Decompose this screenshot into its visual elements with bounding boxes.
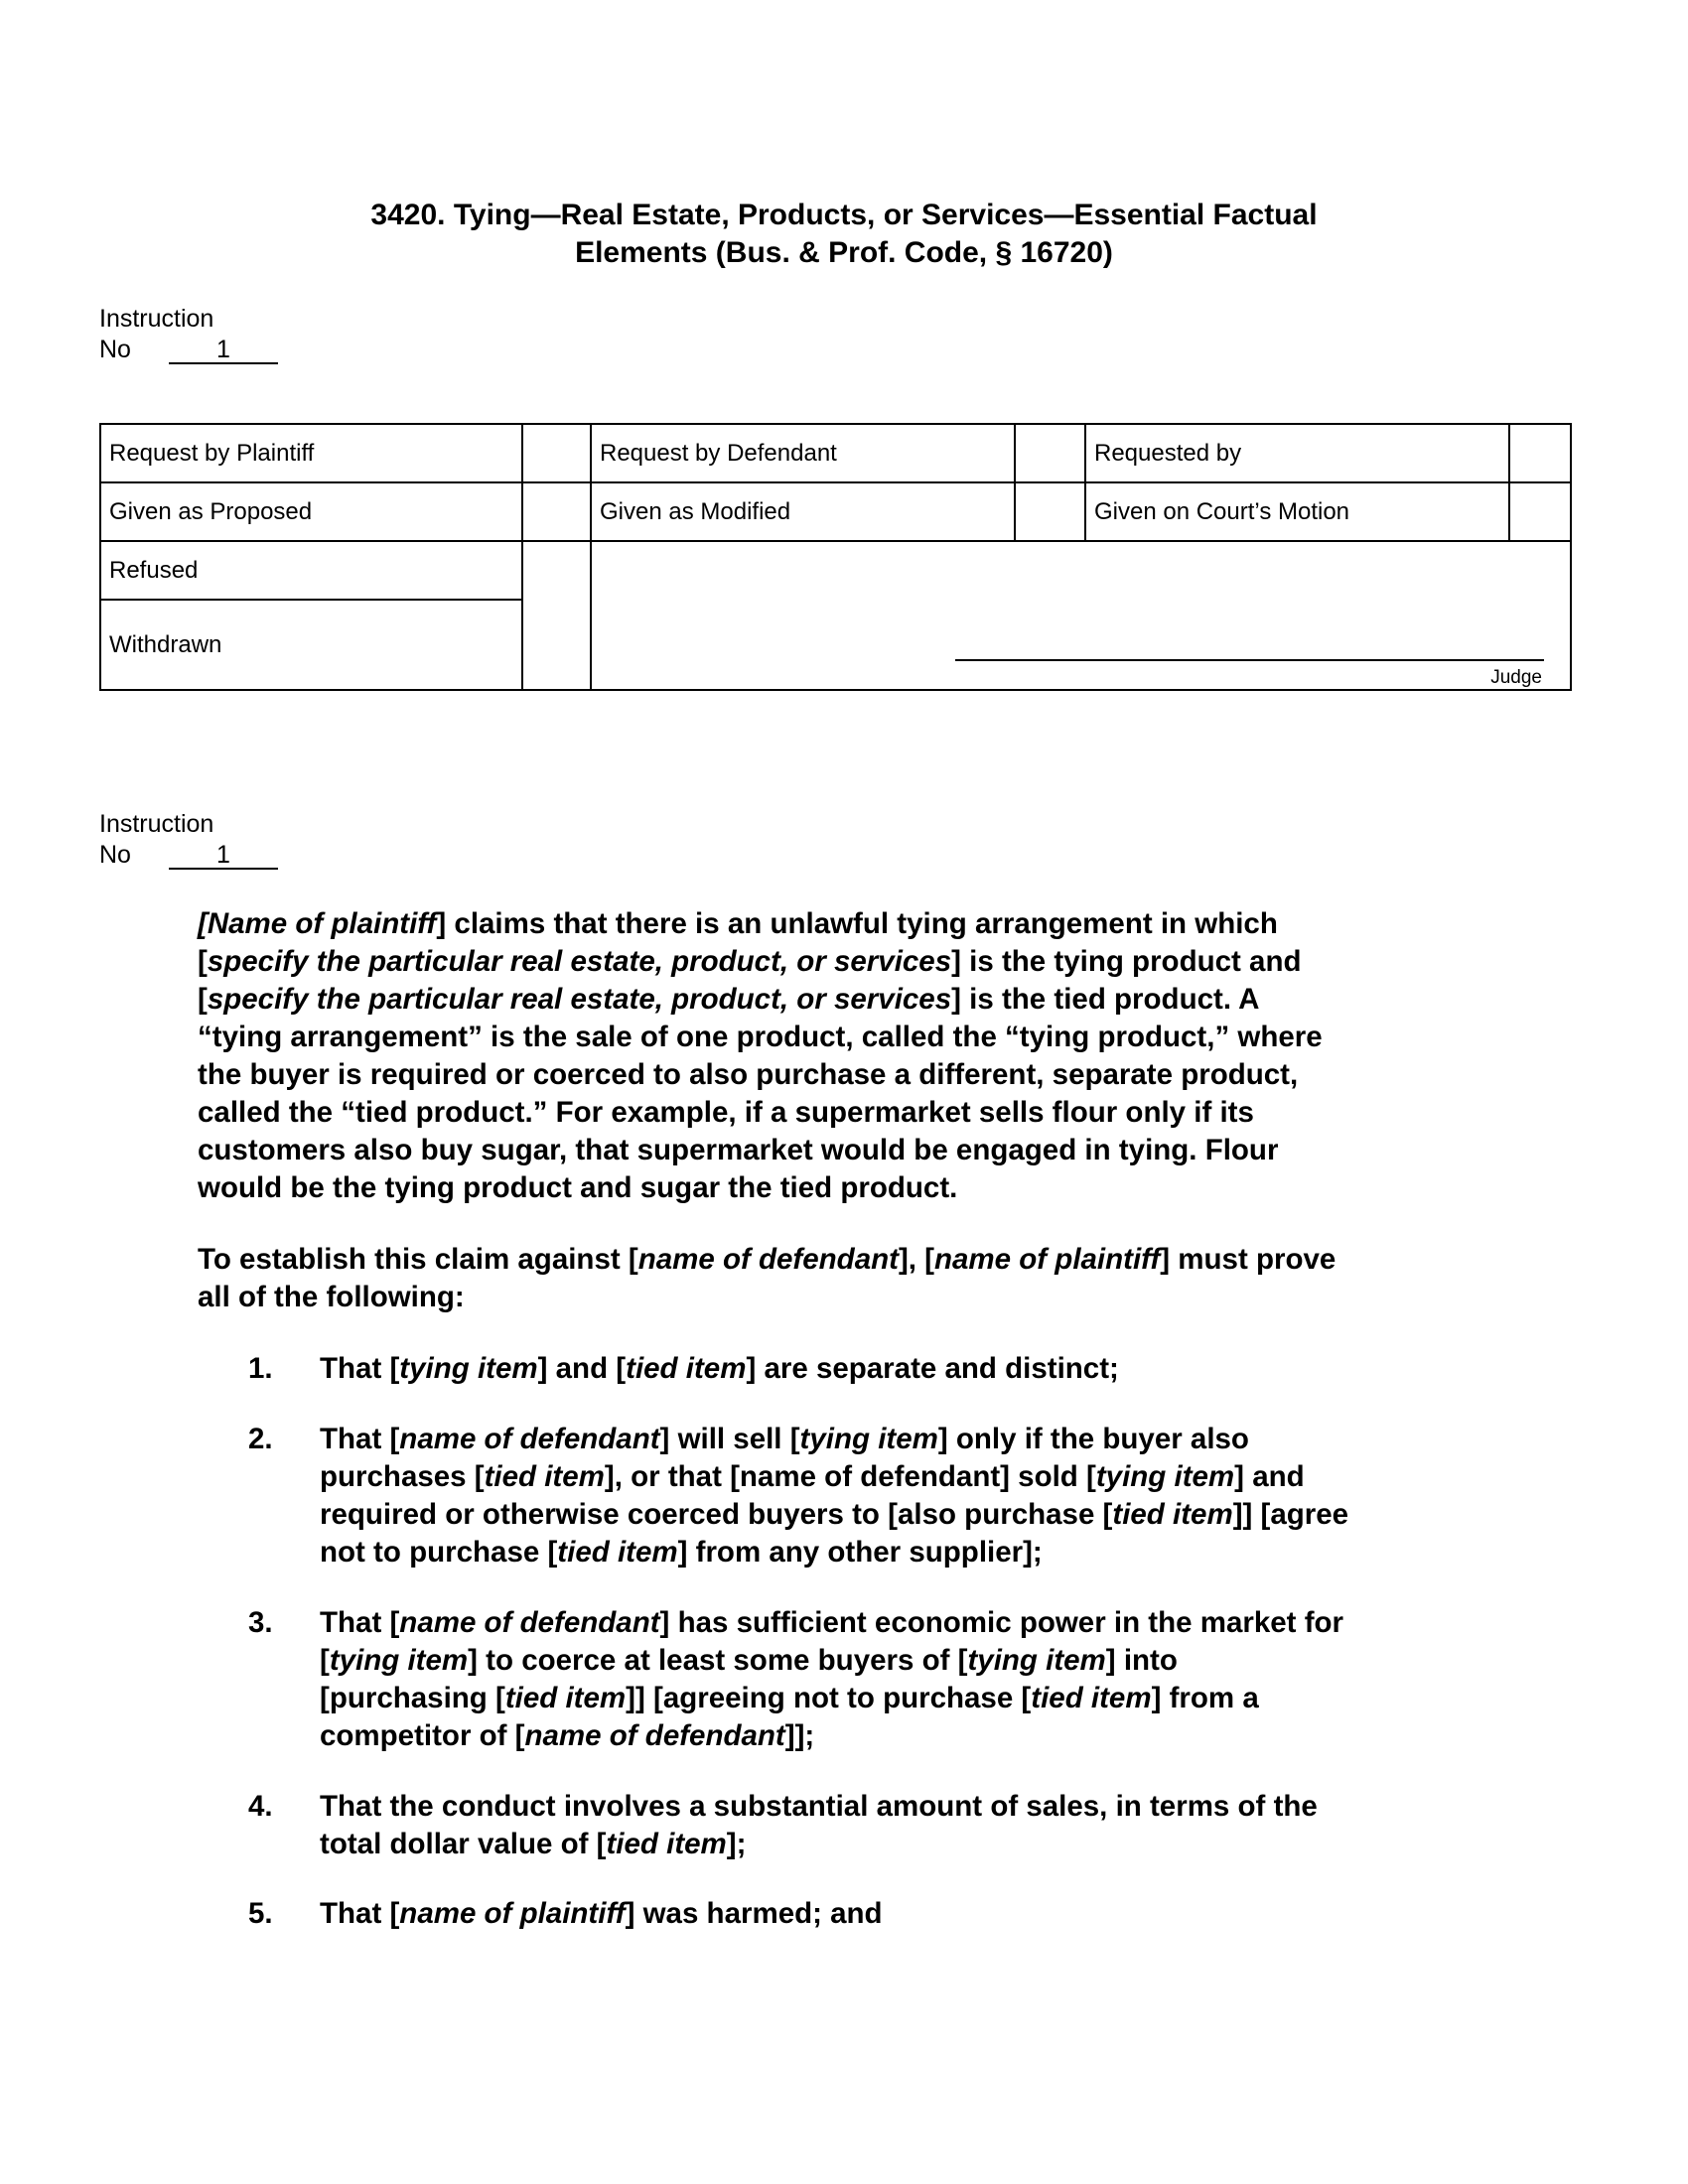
text-run: ] and [ — [537, 1352, 627, 1385]
item-number: 1. — [248, 1352, 273, 1385]
text-run: ], or that [name of defendant] sold [ — [604, 1460, 1096, 1493]
placeholder-text: tied item — [484, 1460, 605, 1493]
item-text — [320, 1421, 1348, 1571]
text-run: called the “tied product.” For example, if a supermarket sells flour only if its — [198, 1096, 1254, 1129]
placeholder-text: tying item — [1095, 1460, 1235, 1493]
text-run: ] will sell [ — [659, 1423, 800, 1455]
text-run: purchases [ — [320, 1460, 485, 1493]
text-run: To establish this claim against [ — [198, 1243, 638, 1276]
placeholder-text: tied item — [504, 1682, 627, 1714]
text-line — [320, 1421, 1348, 1458]
text-line — [320, 1534, 1348, 1571]
placeholder-text: tied item — [1112, 1498, 1233, 1531]
text-run: [purchasing [ — [320, 1682, 505, 1714]
placeholder-text: tying item — [329, 1644, 469, 1677]
placeholder-text: specify the particular real estate, product, or services — [207, 983, 952, 1016]
text-run: ] was harmed; and — [625, 1897, 883, 1930]
paragraph-elements-lead — [198, 1241, 1336, 1316]
placeholder-text: tying item — [399, 1352, 538, 1385]
judge-label: Judge — [1490, 667, 1542, 688]
text-run: ] and — [1234, 1460, 1305, 1493]
instruction-number: 1 — [169, 337, 278, 364]
text-line — [198, 1019, 1323, 1056]
text-run: That the conduct involves a substantial amount of sales, in terms of the — [320, 1790, 1318, 1823]
text-line — [320, 1496, 1348, 1534]
given-as-proposed-label: Given as Proposed — [109, 497, 313, 525]
text-run: ]]; — [784, 1719, 815, 1752]
placeholder-text: name of defendant — [399, 1423, 660, 1455]
text-run: That [ — [320, 1352, 400, 1385]
judge-signature-line[interactable] — [955, 659, 1544, 661]
placeholder-text: tied item — [626, 1352, 747, 1385]
text-line — [198, 1241, 1336, 1279]
text-run: “tying arrangement” is the sale of one product, called the “tying product,” where — [198, 1021, 1323, 1053]
text-line — [320, 1458, 1348, 1496]
text-run: ]] [agreeing not to purchase [ — [626, 1682, 1032, 1714]
no-label: No — [99, 841, 131, 869]
text-run: ] from any other supplier]; — [677, 1536, 1043, 1569]
text-run: ] must prove — [1160, 1243, 1336, 1276]
text-line — [320, 1788, 1318, 1826]
placeholder-text: specify the particular real estate, product, or services — [207, 945, 952, 978]
text-run: [ — [198, 983, 208, 1016]
item-number: 5. — [248, 1897, 273, 1930]
withdrawn-label: Withdrawn — [109, 630, 222, 658]
given-as-proposed-checkbox[interactable] — [523, 483, 590, 540]
text-run: all of the following: — [198, 1281, 465, 1313]
title-line-2: Elements (Bus. & Prof. Code, § 16720) — [575, 236, 1113, 269]
text-line — [320, 1717, 1343, 1755]
text-run: That [ — [320, 1423, 400, 1455]
text-line — [198, 1056, 1323, 1094]
text-line — [198, 1279, 1336, 1316]
request-by-defendant-label: Request by Defendant — [600, 439, 837, 467]
placeholder-text: tied item — [557, 1536, 678, 1569]
text-run: ] is the tied product. A — [951, 983, 1260, 1016]
text-line — [198, 1132, 1323, 1169]
text-run: ] to coerce at least some buyers of [ — [468, 1644, 968, 1677]
given-as-modified-label: Given as Modified — [600, 497, 791, 525]
placeholder-text: name of defendant — [637, 1243, 899, 1276]
text-line — [320, 1680, 1343, 1717]
text-run: ] into — [1105, 1644, 1178, 1677]
text-line — [198, 981, 1323, 1019]
text-run: total dollar value of [ — [320, 1828, 607, 1860]
text-run: ]] [agree — [1232, 1498, 1349, 1531]
given-on-courts-motion-label: Given on Court’s Motion — [1094, 497, 1350, 525]
text-run: ] has sufficient economic power in the market for — [659, 1606, 1344, 1639]
refused-checkbox[interactable] — [523, 542, 590, 599]
text-line — [198, 943, 1323, 981]
text-run: ] from a — [1151, 1682, 1259, 1714]
instruction-label: Instruction — [99, 810, 214, 838]
text-line — [198, 905, 1323, 943]
item-number: 2. — [248, 1423, 273, 1455]
text-line — [320, 1350, 1119, 1388]
item-number: 4. — [248, 1790, 273, 1823]
text-run: the buyer is required or coerced to also purchase a different, separate product, — [198, 1058, 1299, 1091]
text-line — [320, 1826, 1318, 1863]
text-run: That [ — [320, 1897, 400, 1930]
text-run: ], [ — [898, 1243, 934, 1276]
instruction-number-block — [99, 304, 278, 365]
text-run: required or otherwise coerced buyers to [also purchase [ — [320, 1498, 1113, 1531]
item-text — [320, 1350, 1119, 1388]
text-line — [198, 1094, 1323, 1132]
placeholder-text: [Name of plaintiff — [198, 907, 437, 940]
item-text — [320, 1788, 1318, 1863]
given-as-modified-checkbox[interactable] — [1016, 483, 1084, 540]
item-number: 3. — [248, 1606, 273, 1639]
placeholder-text: tying item — [967, 1644, 1106, 1677]
text-run: customers also buy sugar, that supermarket would be engaged in tying. Flour — [198, 1134, 1279, 1166]
text-run: not to purchase [ — [320, 1536, 558, 1569]
text-line — [198, 1169, 1323, 1207]
text-run: [ — [320, 1644, 330, 1677]
text-line — [320, 1895, 883, 1933]
text-run: ] are separate and distinct; — [746, 1352, 1119, 1385]
placeholder-text: tied item — [1031, 1682, 1152, 1714]
placeholder-text: name of plaintiff — [399, 1897, 626, 1930]
no-label: No — [99, 336, 131, 363]
refused-label: Refused — [109, 556, 199, 584]
text-run: ] only if the buyer also — [937, 1423, 1249, 1455]
item-text — [320, 1604, 1343, 1755]
text-run: ] is the tying product and — [951, 945, 1302, 978]
text-run: would be the tying product and sugar the tied product. — [198, 1171, 958, 1204]
placeholder-text: name of plaintiff — [934, 1243, 1161, 1276]
disposition-table — [99, 423, 1572, 691]
requested-by-checkbox[interactable] — [1510, 425, 1570, 481]
placeholder-text: name of defendant — [524, 1719, 785, 1752]
title-line-1: 3420. Tying—Real Estate, Products, or Services—Essential Factual — [370, 199, 1318, 231]
placeholder-text: tied item — [606, 1828, 727, 1860]
request-by-plaintiff-label: Request by Plaintiff — [109, 439, 315, 467]
request-by-plaintiff-checkbox[interactable] — [523, 425, 590, 481]
text-run: [ — [198, 945, 208, 978]
instruction-number-block-2 — [99, 809, 278, 871]
given-on-courts-motion-checkbox[interactable] — [1510, 483, 1570, 540]
paragraph-intro — [198, 905, 1323, 1207]
text-line — [320, 1604, 1343, 1642]
item-text — [320, 1895, 883, 1933]
text-run: ]; — [726, 1828, 747, 1860]
text-line — [320, 1642, 1343, 1680]
requested-by-label: Requested by — [1094, 439, 1242, 467]
placeholder-text: name of defendant — [399, 1606, 660, 1639]
text-run: That [ — [320, 1606, 400, 1639]
placeholder-text: tying item — [799, 1423, 938, 1455]
request-by-defendant-checkbox[interactable] — [1016, 425, 1084, 481]
withdrawn-checkbox[interactable] — [523, 601, 590, 689]
document-title — [0, 197, 1688, 272]
instruction-number: 1 — [169, 842, 278, 870]
text-run: competitor of [ — [320, 1719, 525, 1752]
text-run: ] claims that there is an unlawful tying arrangement in which — [436, 907, 1278, 940]
instruction-label: Instruction — [99, 305, 214, 333]
